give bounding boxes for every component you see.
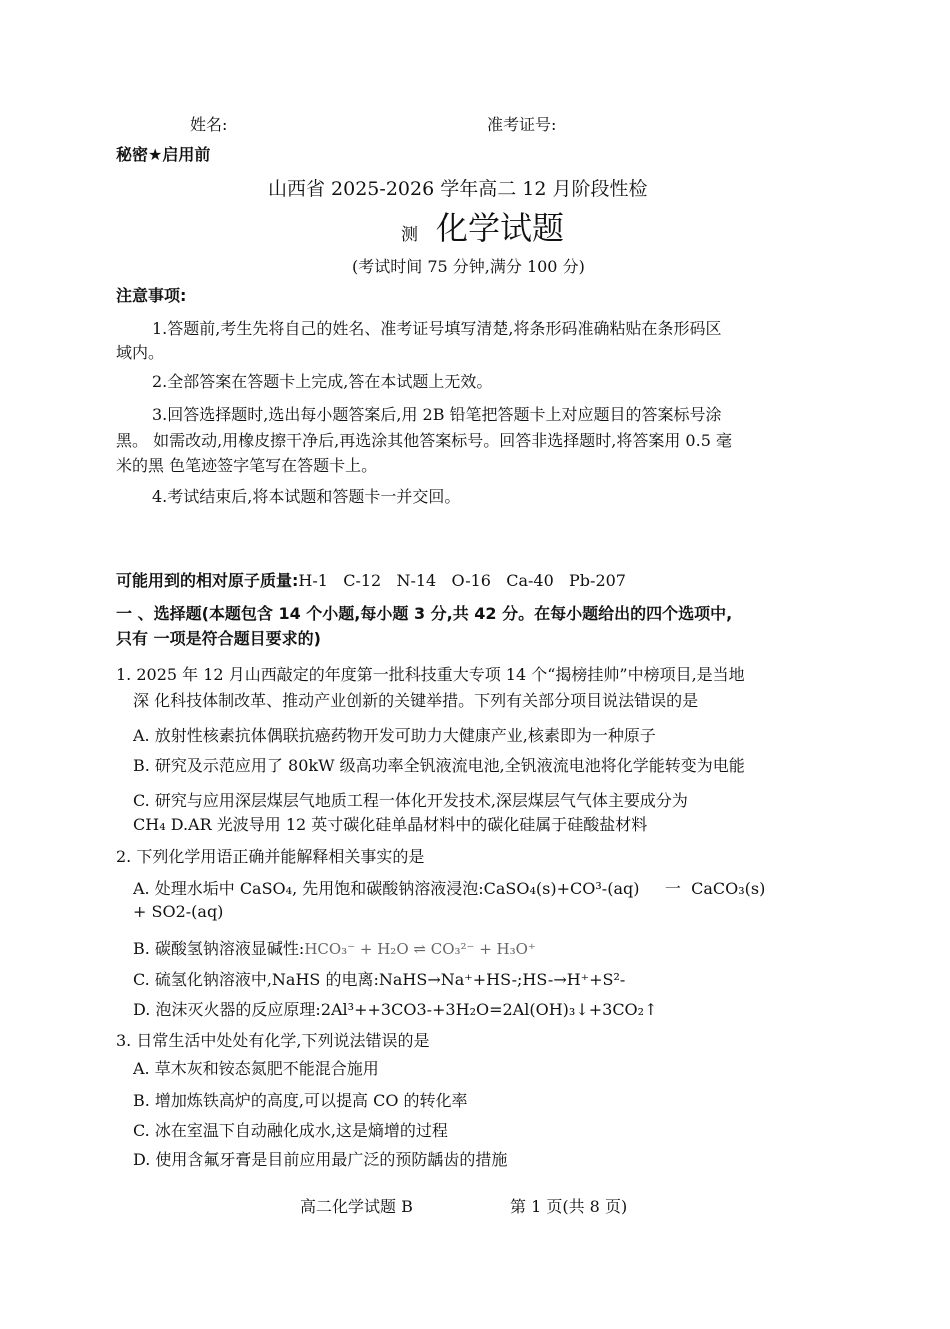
q2-option-b-text: B. 碳酸氢钠溶液显碱性: bbox=[133, 939, 305, 958]
q2-stem: 2. 下列化学用语正确并能解释相关事实的是 bbox=[116, 847, 425, 866]
footer-subject: 高二化学试题 B bbox=[300, 1197, 413, 1216]
note-4: 4.考试结束后,将本试题和答题卡一并交回。 bbox=[152, 487, 461, 506]
q3-stem: 3. 日常生活中处处有化学,下列说法错误的是 bbox=[116, 1031, 430, 1050]
footer-page-number: 第 1 页(共 8 页) bbox=[510, 1197, 628, 1216]
q3-option-d: D. 使用含氟牙膏是目前应用最广泛的预防龋齿的措施 bbox=[133, 1150, 508, 1169]
atomic-masses bbox=[116, 570, 626, 592]
q2-option-b bbox=[133, 938, 536, 960]
exam-title-prefix: 测 bbox=[401, 225, 418, 245]
atomic-masses-label: 可能用到的相对原子质量: bbox=[116, 571, 299, 590]
note-3-line3: 米的黑 色笔迹签字笔写在答题卡上。 bbox=[116, 456, 378, 475]
q2-option-b-formula: HCO₃⁻ + H₂O ⇌ CO₃²⁻ + H₃O⁺ bbox=[304, 940, 536, 958]
exam-id-label: 准考证号: bbox=[487, 115, 557, 134]
q1-option-b: B. 研究及示范应用了 80kW 级高功率全钒液流电池,全钒液流电池将化学能转变为电能 bbox=[133, 756, 745, 775]
q2-option-a-line1: A. 处理水垢中 CaSO₄, 先用饱和碳酸钠溶液浸泡:CaSO₄(s)+CO³-(aq) 一 CaCO₃(s) bbox=[133, 879, 766, 898]
secret-label: 秘密★启用前 bbox=[116, 145, 211, 164]
note-2: 2.全部答案在答题卡上完成,答在本试题上无效。 bbox=[152, 372, 493, 391]
q1-option-a: A. 放射性核素抗体偶联抗癌药物开发可助力大健康产业,核素即为一种原子 bbox=[133, 726, 656, 745]
q2-option-a-line2: + SO2-(aq) bbox=[133, 902, 224, 921]
exam-time-note: (考试时间 75 分钟,满分 100 分) bbox=[352, 257, 585, 276]
q1-option-c-line1: C. 研究与应用深层煤层气地质工程一体化开发技术,深层煤层气气体主要成分为 bbox=[133, 791, 688, 810]
exam-title-main: 化学试题 bbox=[436, 209, 565, 247]
q2-option-c: C. 硫氢化钠溶液中,NaHS 的电离:NaHS→Na⁺+HS-;HS-→H⁺+S²- bbox=[133, 970, 626, 989]
q3-option-a: A. 草木灰和铵态氮肥不能混合施用 bbox=[133, 1059, 379, 1078]
note-3-line2: 黑。 如需改动,用橡皮擦干净后,再选涂其他答案标号。回答非选择题时,将答案用 0.5 毫 bbox=[116, 431, 732, 450]
note-3-line1: 3.回答选择题时,选出每小题答案后,用 2B 铅笔把答题卡上对应题目的答案标号涂 bbox=[152, 405, 722, 424]
q2-option-d: D. 泡沫灭火器的反应原理:2Al³++3CO3-+3H₂O=2Al(OH)₃↓+3CO₂↑ bbox=[133, 1000, 658, 1019]
exam-title-line1: 山西省 2025-2026 学年高二 12 月阶段性检 bbox=[268, 178, 648, 200]
q1-stem-line1: 1. 2025 年 12 月山西敲定的年度第一批科技重大专项 14 个“揭榜挂帅”中榜项目,是当地 bbox=[116, 665, 745, 684]
q3-option-c: C. 冰在室温下自动融化成水,这是熵增的过程 bbox=[133, 1121, 448, 1140]
q1-option-c-line2: CH₄ D.AR 光波导用 12 英寸碳化硅单晶材料中的碳化硅属于硅酸盐材料 bbox=[133, 815, 648, 834]
section-1-heading-line1: 一 、选择题(本题包含 14 个小题,每小题 3 分,共 42 分。在每小题给出的四个选项中, bbox=[116, 604, 733, 623]
notes-heading: 注意事项: bbox=[116, 286, 187, 305]
q1-stem-line2: 深 化科技体制改革、推动产业创新的关键举措。下列有关部分项目说法错误的是 bbox=[133, 691, 699, 710]
atomic-masses-values: H-1 C-12 N-14 O-16 Ca-40 Pb-207 bbox=[298, 571, 626, 590]
note-1-line2: 域内。 bbox=[116, 343, 165, 362]
section-1-heading-line2: 只有 一项是符合题目要求的) bbox=[116, 629, 321, 648]
name-label: 姓名: bbox=[190, 115, 228, 134]
note-1-line1: 1.答题前,考生先将自己的姓名、准考证号填写清楚,将条形码准确粘贴在条形码区 bbox=[152, 319, 722, 338]
q3-option-b: B. 增加炼铁高炉的高度,可以提高 CO 的转化率 bbox=[133, 1091, 468, 1110]
